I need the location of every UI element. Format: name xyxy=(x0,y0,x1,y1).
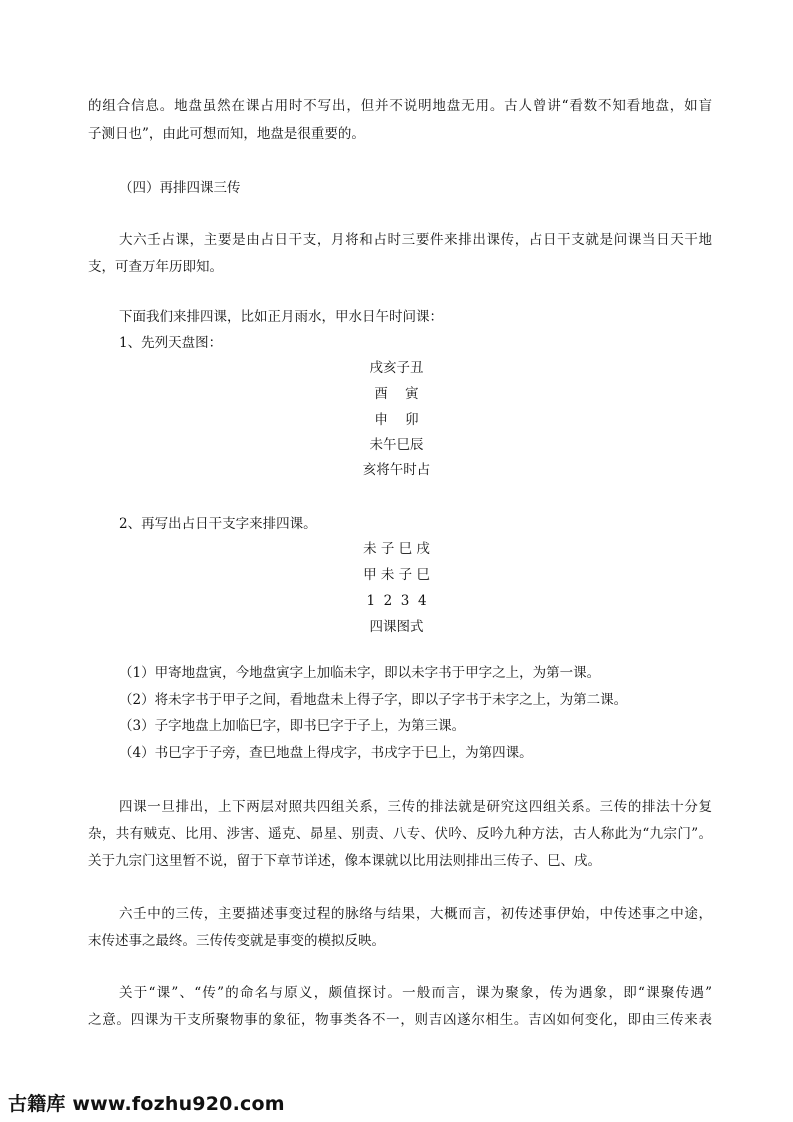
tianpan-row-1: 戌亥子丑 xyxy=(369,360,424,376)
tianpan-caption: 亥将午时占 xyxy=(362,462,431,478)
paragraph-6-line-1: 关于“课”、“传”的命名与原义，颇值探讨。一般而言，课为聚象，传为遇象，即“课聚传遇” xyxy=(119,985,712,1001)
note-1: （1）甲寄地盘寅，今地盘寅字上加临未字，即以未字书于甲字之上，为第一课。 xyxy=(119,665,601,681)
step-1-label: 1、先列天盘图： xyxy=(119,335,223,351)
note-3: （3）子字地盘上加临巳字，即书巳字于子上，为第三课。 xyxy=(119,718,466,734)
paragraph-4-line-2: 杂，共有贼克、比用、涉害、遥克、昴星、别责、八专、伏吟、反吟九种方法，古人称此为“九宗门”。 xyxy=(88,826,712,842)
sike-row-3: 1 2 3 4 xyxy=(366,593,427,609)
paragraph-3-line-1: 下面我们来排四课，比如正月雨水，甲水日午时问课： xyxy=(119,309,443,325)
paragraph-2-line-2: 支，可查万年历即知。 xyxy=(88,259,223,275)
tianpan-row-4: 未午巳辰 xyxy=(369,437,424,453)
sike-row-1: 未 子 巳 戌 xyxy=(363,541,430,557)
paragraph-5-line-2: 末传述事之最终。三传传变就是事变的模拟反映。 xyxy=(88,933,385,949)
sike-row-2: 甲 未 子 巳 xyxy=(363,567,430,583)
step-2-label: 2、再写出占日干支字来排四课。 xyxy=(119,516,317,532)
paragraph-6-line-2: 之意。四课为干支所聚物事的象征，物事类各不一，则吉凶遂尔相生。吉凶如何变化，即由三传来表 xyxy=(88,1012,712,1028)
note-2: （2）将未字书于甲子之间，看地盘未上得子字，即以子字书于未字之上，为第二课。 xyxy=(119,692,628,708)
paragraph-2-line-1: 大六壬占课，主要是由占日干支，月将和占时三要件来排出课传，占日干支就是问课当日天干地 xyxy=(119,232,712,248)
paragraph-1-line-2: 子测日也”，由此可想而知，地盘是很重要的。 xyxy=(88,126,365,142)
tianpan-row-3: 申 卯 xyxy=(374,412,419,428)
site-watermark: 古籍库 www.fozhu920.com xyxy=(8,1093,285,1115)
paragraph-4-line-3: 关于九宗门这里暂不说，留于下章节详述，像本课就以比用法则排出三传子、巳、戌。 xyxy=(88,853,601,869)
tianpan-row-2: 酉 寅 xyxy=(374,386,419,402)
paragraph-5-line-1: 六壬中的三传，主要描述事变过程的脉络与结果，大概而言，初传述事伊始，中传述事之中途， xyxy=(119,906,712,922)
sike-caption: 四课图式 xyxy=(369,619,424,635)
section-heading: （四）再排四课三传 xyxy=(119,180,241,196)
note-4: （4）书巳字于子旁，查巳地盘上得戌字，书戌字于巳上，为第四课。 xyxy=(119,745,533,761)
paragraph-1-line-1: 的组合信息。地盘虽然在课占用时不写出，但并不说明地盘无用。古人曾讲“看数不知看地盘，如盲 xyxy=(88,98,712,114)
paragraph-4-line-1: 四课一旦排出，上下两层对照共四组关系，三传的排法就是研究这四组关系。三传的排法十分复 xyxy=(119,799,712,815)
